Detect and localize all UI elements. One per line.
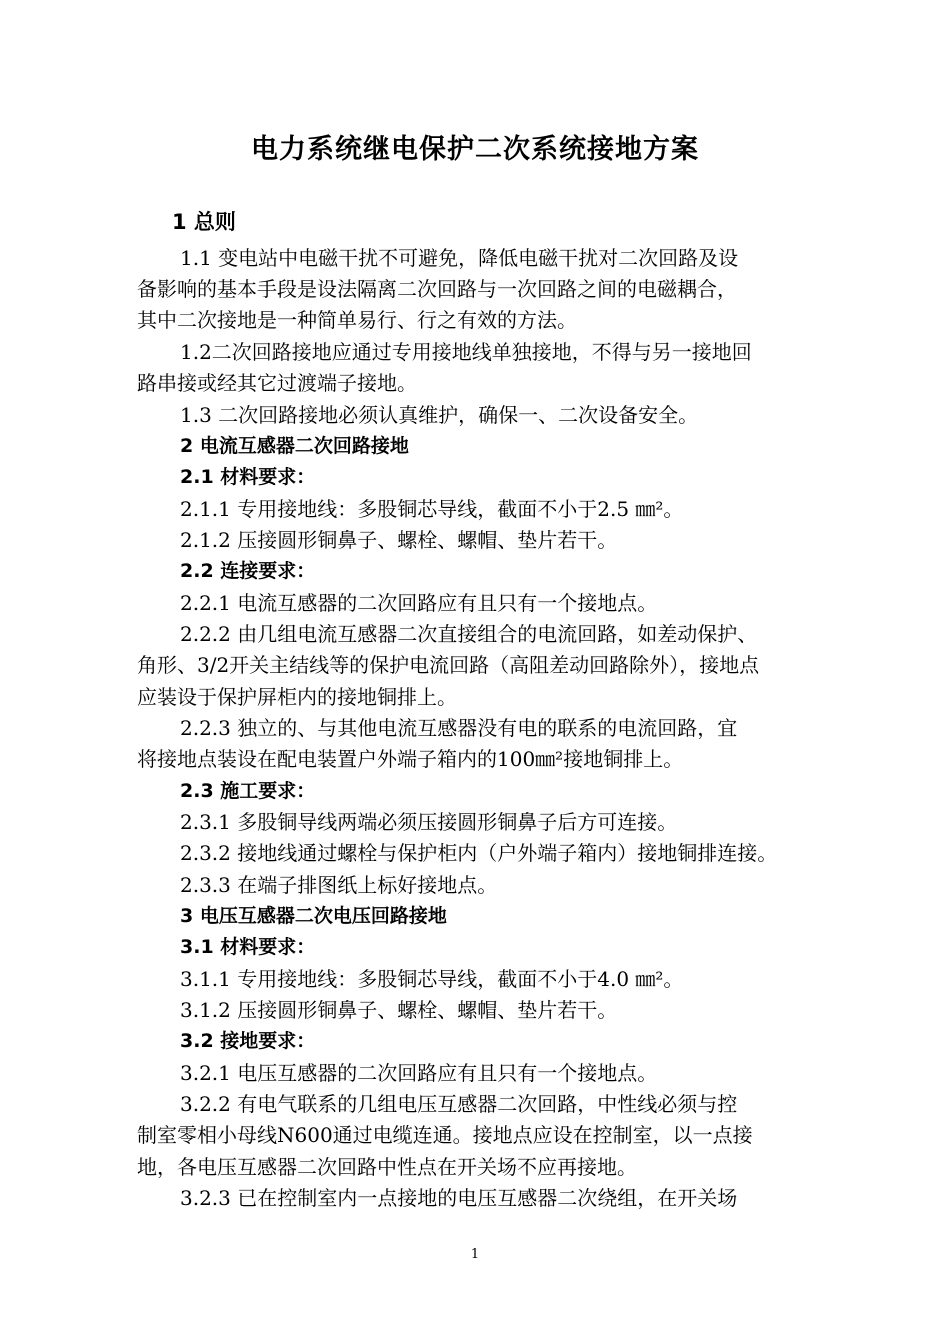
paragraph-line: 1.2二次回路接地应通过专用接地线单独接地，不得与另一接地回 (180, 340, 752, 364)
paragraph-line: 2.3.3 在端子排图纸上标好接地点。 (180, 873, 498, 897)
paragraph-line: 2.1.1 专用接地线：多股铜芯导线，截面不小于2.5 ㎜²。 (180, 497, 684, 521)
paragraph-line: 3.2.1 电压互感器的二次回路应有且只有一个接地点。 (180, 1061, 658, 1085)
section-heading: 1 总则 (172, 210, 236, 234)
subsection-heading: 2.1 材料要求： (180, 466, 316, 488)
subsection-heading: 3.2 接地要求： (180, 1030, 316, 1052)
paragraph-line: 应装设于保护屏柜内的接地铜排上。 (137, 685, 457, 709)
paragraph-line: 1.1 变电站中电磁干扰不可避免，降低电磁干扰对二次回路及设 (180, 246, 739, 270)
paragraph-line: 角形、3/2开关主结线等的保护电流回路（高阻差动回路除外），接地点 (137, 653, 760, 677)
paragraph-line: 2.2.2 由几组电流互感器二次直接组合的电流回路，如差动保护、 (180, 622, 758, 646)
paragraph-line: 2.2.1 电流互感器的二次回路应有且只有一个接地点。 (180, 591, 658, 615)
subsection-heading: 3.1 材料要求： (180, 936, 316, 958)
paragraph-line: 路串接或经其它过渡端子接地。 (137, 371, 417, 395)
page-number: 1 (470, 1247, 480, 1262)
subsection-heading: 2.2 连接要求： (180, 560, 316, 582)
section-heading: 2 电流互感器二次回路接地 (180, 435, 409, 457)
paragraph-line: 3.1.1 专用接地线：多股铜芯导线，截面不小于4.0 ㎜²。 (180, 967, 684, 991)
paragraph-line: 2.3.2 接地线通过螺栓与保护柜内（户外端子箱内）接地铜排连接。 (180, 841, 778, 865)
paragraph-line: 2.3.1 多股铜导线两端必须压接圆形铜鼻子后方可连接。 (180, 810, 678, 834)
paragraph-line: 地，各电压互感器二次回路中性点在开关场不应再接地。 (137, 1155, 637, 1179)
paragraph-line: 3.2.2 有电气联系的几组电压互感器二次回路，中性线必须与控 (180, 1092, 738, 1116)
paragraph-line: 3.1.2 压接圆形铜鼻子、螺栓、螺帽、垫片若干。 (180, 998, 618, 1022)
paragraph-line: 2.2.3 独立的、与其他电流互感器没有电的联系的电流回路，宜 (180, 716, 738, 740)
paragraph-line: 2.1.2 压接圆形铜鼻子、螺栓、螺帽、垫片若干。 (180, 528, 618, 552)
document-title: 电力系统继电保护二次系统接地方案 (251, 134, 699, 165)
section-heading: 3 电压互感器二次电压回路接地 (180, 905, 447, 927)
paragraph-line: 备影响的基本手段是设法隔离二次回路与一次回路之间的电磁耦合， (137, 277, 737, 301)
subsection-heading: 2.3 施工要求： (180, 780, 316, 802)
paragraph-line: 1.3 二次回路接地必须认真维护，确保一、二次设备安全。 (180, 403, 699, 427)
paragraph-line: 其中二次接地是一种简单易行、行之有效的方法。 (137, 308, 577, 332)
paragraph-line: 制室零相小母线N600通过电缆连通。接地点应设在控制室，以一点接 (137, 1123, 753, 1147)
paragraph-line: 将接地点装设在配电装置户外端子箱内的100㎜²接地铜排上。 (137, 747, 684, 771)
paragraph-line: 3.2.3 已在控制室内一点接地的电压互感器二次绕组，在开关场 (180, 1186, 738, 1210)
